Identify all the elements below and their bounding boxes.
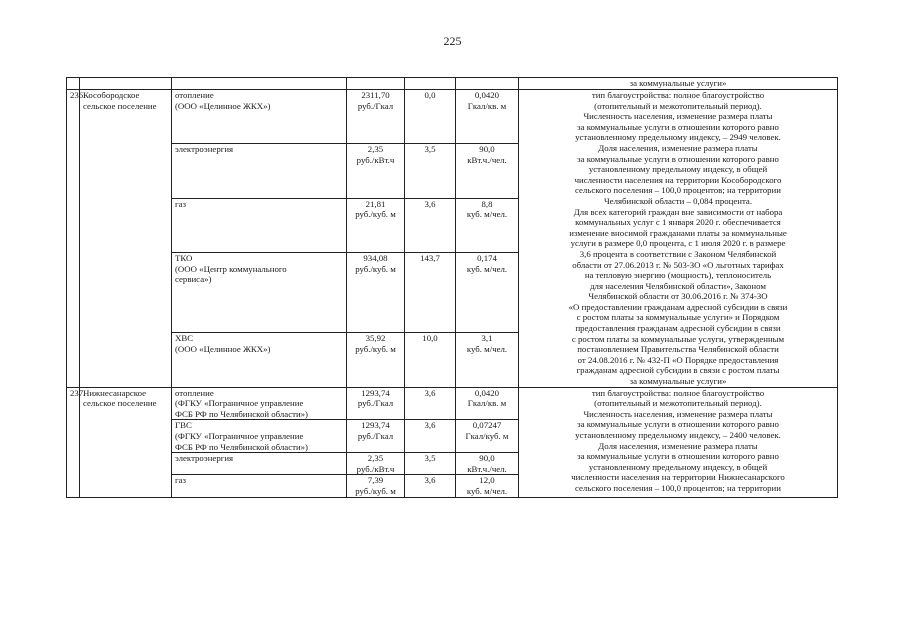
norm-cell [456, 252, 519, 332]
notes-line: с ростом платы за коммунальные услуги, утвержденным [571, 333, 785, 344]
service-line: ХВС [175, 333, 194, 344]
tariff-line: руб./куб. м [355, 485, 396, 496]
notes-line: Численность населения, изменение размера платы [583, 408, 773, 419]
service-cell [172, 198, 347, 252]
tariff-line: 21,81 [365, 198, 386, 209]
norm-cell [456, 144, 519, 198]
norm-line: 0,07247 [472, 420, 502, 431]
tariff-line: руб./Гкал [357, 431, 394, 441]
norm-line: 0,0420 [474, 387, 500, 398]
norm-cell [456, 420, 519, 453]
tariff-line: 7,39 [367, 475, 384, 486]
norm-line: 90,0 [479, 453, 495, 464]
service-cell [172, 420, 347, 453]
tariff-line: руб./куб. м [355, 263, 396, 274]
percent-cell: 143,7 [405, 252, 456, 332]
notes-line: сельского поселения – 100,0 процентов; на территории [575, 185, 781, 196]
tariff-line: 35,92 [365, 333, 386, 344]
service-cell [172, 387, 347, 420]
tariff-cell [347, 90, 405, 144]
service-line: газ [175, 198, 186, 209]
percent-cell: 3,6 [405, 387, 456, 420]
notes-line: от 24.08.2016 г. № 432-П «О Порядке предоставления [577, 354, 779, 365]
norm-line: 3,1 [481, 333, 493, 344]
service-line: электроэнергия [175, 453, 234, 464]
notes-cell [519, 90, 838, 388]
service-line: ТКО [175, 252, 193, 263]
norm-cell [456, 90, 519, 144]
service-cell [172, 475, 347, 497]
norm-line: 0,0420 [474, 90, 500, 100]
norm-line: 0,174 [477, 252, 497, 263]
service-line: ФСБ РФ по Челябинской области») [175, 441, 308, 452]
notes-line: Доля населения, изменение размера платы [598, 440, 758, 451]
tariff-line: руб./куб. м [355, 209, 396, 220]
norm-line: Гкал/кв. м [467, 100, 507, 111]
table-row [67, 387, 838, 420]
notes-line: установленному предельному индексу, в общей [588, 164, 768, 175]
notes-line: численности населения на территории Нижнесанарского [571, 472, 785, 483]
service-line: (ООО «Центр коммунального [175, 263, 287, 274]
notes-line: за коммунальные услуги в отношении которого равно [577, 153, 779, 164]
notes-line: (отопительный и межотопительный период). [594, 100, 762, 111]
notes-line: Численность населения, изменение размера платы [583, 111, 773, 122]
norm-line: куб. м/чел. [466, 343, 508, 354]
table-row [67, 90, 838, 144]
norm-cell [456, 198, 519, 252]
service-cell [172, 144, 347, 198]
service-cell [172, 90, 347, 144]
notes-line: (отопительный и межотопительный период). [594, 398, 762, 409]
notes-line: сельского поселения – 100,0 процентов; на территории [575, 482, 781, 493]
tariff-table [66, 77, 838, 498]
norm-cell [456, 453, 519, 475]
norm-cell [456, 387, 519, 420]
notes-line: для населения Челябинской области», Законом [590, 280, 766, 291]
notes-line: услуги в размере 0,0 процента, с 1 июля 2020 г. в размере [570, 238, 786, 249]
service-line: (ФГКУ «Пограничное управление [175, 431, 304, 441]
notes-line: установленному предельному индексу, – 2400 человек. [575, 430, 781, 440]
service-line: (ФГКУ «Пограничное управление [175, 398, 304, 409]
notes-line: тип благоустройства: полное благоустройство [591, 90, 765, 100]
notes-line: предоставления гражданам адресной субсидии в связи [575, 323, 781, 334]
percent-cell: 3,5 [405, 453, 456, 475]
tariff-cell [347, 144, 405, 198]
notes-line: гражданам адресной субсидии в связи с ростом платы [576, 365, 780, 376]
notes-line: с ростом платы за коммунальные услуги» и Порядком [576, 312, 780, 323]
service-line: газ [175, 475, 186, 486]
tariff-line: руб./Гкал [357, 100, 394, 111]
notes-line: установленному предельному индексу, – 2949 человек. [575, 132, 781, 143]
tariff-cell [347, 475, 405, 497]
notes-line: за коммунальные услуги в отношении которого равно [577, 419, 779, 430]
notes-line: за коммунальные услуги» [629, 376, 727, 387]
notes-line: области от 27.06.2013 г. № 503-ЗО «О льготных тарифах [572, 259, 784, 270]
notes-line: тип благоустройства: полное благоустройство [591, 387, 765, 398]
notes-line: коммунальных услуг с 1 января 2020 г. обеспечивается [575, 217, 781, 228]
norm-line: куб. м/чел. [466, 209, 508, 220]
tariff-line: руб./кВт.ч [356, 154, 395, 165]
page-number: 225 [443, 34, 462, 48]
tariff-line: 1293,74 [361, 387, 390, 398]
service-line: отопление [175, 387, 214, 398]
tariff-line: 2,35 [367, 453, 384, 464]
service-line: сервиса») [175, 274, 212, 285]
percent-cell: 3,6 [405, 198, 456, 252]
notes-cell [519, 387, 838, 497]
norm-line: кВт.ч./чел. [467, 154, 507, 165]
tariff-line: руб./кВт.ч [356, 463, 395, 474]
tariff-cell [347, 252, 405, 332]
norm-line: кВт.ч./чел. [467, 463, 507, 474]
norm-line: 90,0 [479, 144, 495, 155]
norm-line: куб. м/чел. [466, 485, 508, 496]
tariff-line: 2311,70 [361, 90, 390, 100]
notes-line: численности населения на территории Кособородского [574, 174, 782, 185]
service-line: ФСБ РФ по Челябинской области») [175, 408, 308, 419]
tariff-cell [347, 198, 405, 252]
tariff-line: 2,35 [367, 144, 384, 155]
notes-line: за коммунальные услуги в отношении которого равно [577, 121, 779, 132]
norm-line: куб. м/чел. [466, 263, 508, 274]
norm-cell [456, 475, 519, 497]
settlement-name: Нижнесанарское сельское поселение [80, 387, 172, 497]
service-line: ГВС [175, 420, 192, 431]
tariff-line: руб./Гкал [357, 398, 394, 409]
percent-cell: 3,6 [405, 420, 456, 453]
service-line: отопление [175, 90, 214, 100]
percent-cell: 3,6 [405, 475, 456, 497]
service-line: (ООО «Целинное ЖКХ») [175, 343, 271, 354]
tariff-cell [347, 387, 405, 420]
notes-line: Челябинской области – 0,084 процента. [603, 195, 753, 206]
settlement-name: Кособородское сельское поселение [80, 90, 172, 388]
service-cell [172, 252, 347, 332]
tariff-cell [347, 420, 405, 453]
tariff-line: 934,08 [363, 252, 388, 263]
tariff-cell [347, 453, 405, 475]
entry-number: 237. [67, 387, 80, 497]
norm-line: Гкал/куб. м [465, 431, 509, 441]
service-line: (ООО «Целинное ЖКХ») [175, 100, 271, 111]
notes-line: изменение вносимой гражданами платы за коммунальные [569, 227, 787, 238]
norm-line: 8,8 [481, 198, 493, 209]
tariff-line: 1293,74 [361, 420, 390, 431]
entry-number: 236. [67, 90, 80, 388]
percent-cell: 3,5 [405, 144, 456, 198]
notes-line: Доля населения, изменение размера платы [598, 142, 758, 153]
service-line: электроэнергия [175, 144, 234, 155]
notes-line: на тепловую энергию (мощность), теплоноситель [584, 270, 772, 281]
percent-cell: 10,0 [405, 333, 456, 387]
notes-line: 3,6 процента в соответствии с Законом Челябинской [579, 248, 777, 259]
notes-line: Челябинской области от 30.06.2016 г. № 374-ЗО [588, 291, 768, 302]
tariff-cell [347, 333, 405, 387]
service-cell [172, 453, 347, 475]
norm-cell [456, 333, 519, 387]
norm-line: 12,0 [479, 475, 495, 486]
continuation-row [67, 78, 838, 90]
service-cell [172, 333, 347, 387]
notes-line: Для всех категорий граждан вне зависимости от набора [573, 206, 783, 217]
notes-line: «О предоставлении гражданам адресной субсидии в связи [568, 301, 788, 312]
notes-line: установленному предельному индексу, в общей [588, 461, 768, 472]
notes-line: постановлением Правительства Челябинской области [577, 344, 779, 355]
norm-line: Гкал/кв. м [467, 398, 507, 409]
tariff-line: руб./куб. м [355, 343, 396, 354]
notes-line: за коммунальные услуги в отношении которого равно [577, 451, 779, 462]
percent-cell: 0,0 [405, 90, 456, 144]
continuation-note: за коммунальные услуги» [519, 78, 838, 90]
